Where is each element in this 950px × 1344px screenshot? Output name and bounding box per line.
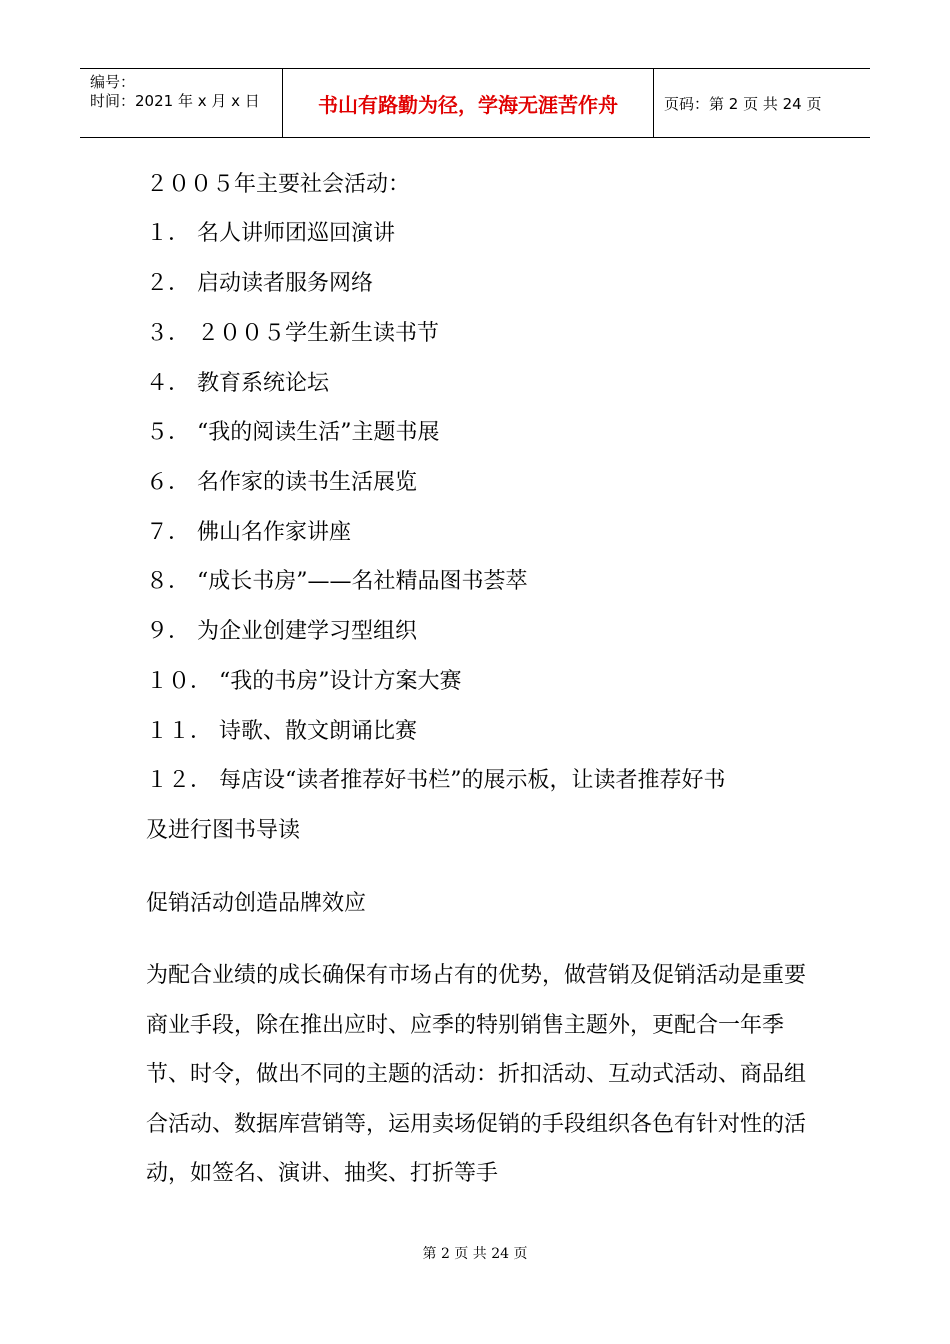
header-info-cell [80, 69, 282, 137]
list-item: ６． 名作家的读书生活展览 [146, 470, 417, 495]
list-item: １０． “我的书房”设计方案大赛 [146, 669, 462, 694]
header-motto-cell [282, 69, 654, 137]
section-title: 促销活动创造品牌效应 [146, 891, 367, 916]
body-paragraph: 为配合业绩的成长确保有市场占有的优势，做营销及促销活动是重要商业手段，除在推出应时、应季的特别销售主题外，更配合一年季节、时令，做出不同的主题的活动：折扣活动、互动式活动、商品组合活动、数据库营销等，运用卖场促销的手段组织各色有针对性的活动，如签名、演讲、抽奖、打折等手 [146, 963, 807, 1186]
header-page-cell [654, 69, 870, 137]
list-item: ９． 为企业创建学习型组织 [146, 619, 417, 644]
list-item: ５． “我的阅读生活”主题书展 [146, 420, 440, 445]
motto-text: 书山有路勤为径，学海无涯苦作舟 [318, 92, 618, 117]
list-item: １． 名人讲师团巡回演讲 [146, 221, 395, 246]
list-item: ４． 教育系统论坛 [146, 371, 329, 396]
page-header [80, 68, 870, 138]
activities-heading: ２００５年主要社会活动： [146, 172, 411, 197]
list-item: １１． 诗歌、散文朗诵比赛 [146, 719, 417, 744]
page-info: 页码：第 2 页 共 24 页 [664, 94, 822, 113]
time-label: 时间：2021 年 x 月 x 日 [90, 92, 260, 110]
list-item-continuation: 及进行图书导读 [146, 818, 301, 843]
number-label: 编号： [90, 73, 136, 91]
list-item: ８． “成长书房”——名社精品图书荟萃 [146, 569, 528, 594]
page-footer: 第 2 页 共 24 页 [422, 1246, 528, 1262]
list-item: １２． 每店设“读者推荐好书栏”的展示板，让读者推荐好书 [146, 768, 726, 793]
list-item: ７． 佛山名作家讲座 [146, 520, 351, 545]
list-item: ３． ２００５学生新生读书节 [146, 321, 439, 346]
list-item: ２． 启动读者服务网络 [146, 271, 373, 296]
